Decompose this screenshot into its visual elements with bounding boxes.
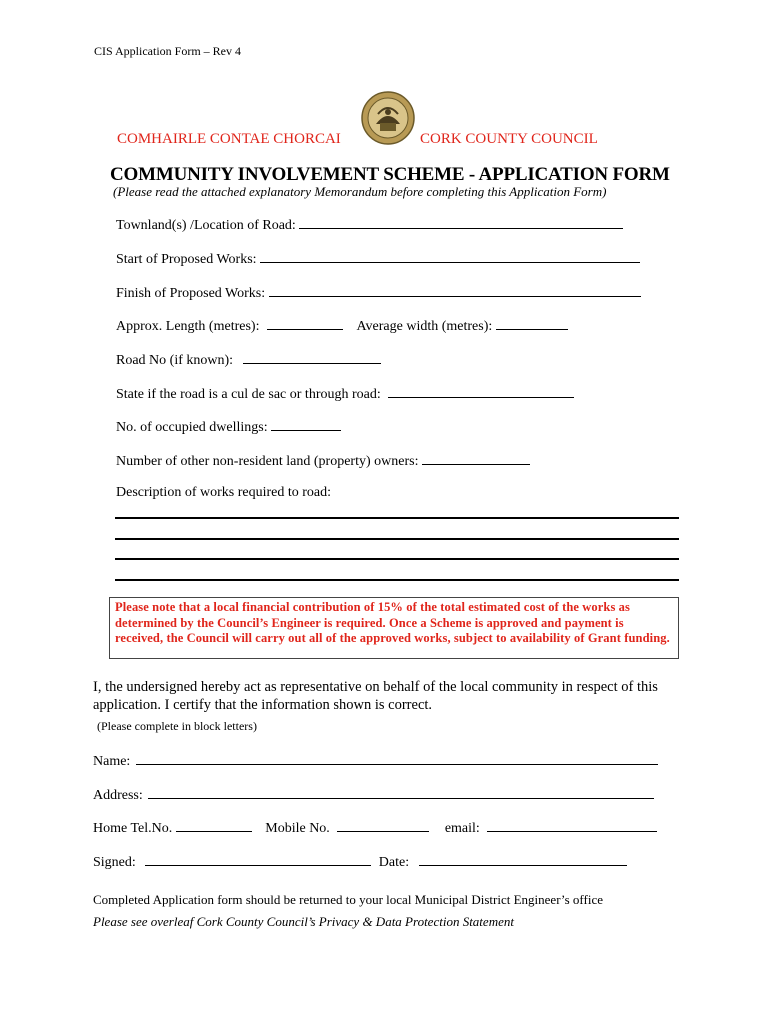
townland-field[interactable] (299, 216, 623, 229)
townland-label: Townland(s) /Location of Road: (116, 218, 296, 233)
mobile-label: Mobile No. (265, 821, 330, 836)
council-name-irish: COMHAIRLE CONTAE CHORCAI (117, 131, 341, 147)
description-label: Description of works required to road: (116, 485, 331, 500)
declaration-text: I, the undersigned hereby act as representative on behalf of the local community in respect of this application. I certify that the information shown is correct. (93, 679, 658, 713)
funding-notice: Please note that a local financial contribution of 15% of the total estimated cost of the works as determined by the Council’s Engineer is required. Once a Scheme is approved and payment is received, the Council will carry out all of the approved works, subject to availability of Grant funding. (109, 597, 679, 659)
home-tel-label: Home Tel.No. (93, 821, 173, 836)
contact-row (93, 819, 657, 837)
form-subtitle: (Please read the attached explanatory Memorandum before completing this Application Form) (113, 184, 607, 199)
dwellings-label: No. of occupied dwellings: (116, 420, 268, 435)
description-line-2[interactable] (115, 538, 679, 540)
block-letters-note: (Please complete in block letters) (97, 719, 257, 733)
address-field[interactable] (148, 786, 654, 799)
name-field[interactable] (136, 752, 658, 765)
email-label: email: (444, 821, 480, 836)
page-header-revision: CIS Application Form – Rev 4 (94, 44, 241, 58)
name-row (93, 752, 658, 770)
start-label: Start of Proposed Works: (116, 252, 257, 267)
start-row (116, 250, 640, 268)
email-field[interactable] (487, 819, 657, 832)
length-row (116, 317, 568, 335)
dwellings-field[interactable] (271, 418, 341, 431)
council-name-english: CORK COUNTY COUNCIL (420, 131, 598, 147)
form-title: COMMUNITY INVOLVEMENT SCHEME - APPLICATION FORM (110, 164, 670, 185)
signature-field[interactable] (145, 853, 371, 866)
finish-field[interactable] (269, 284, 641, 297)
length-field[interactable] (267, 317, 343, 330)
date-field[interactable] (419, 853, 627, 866)
signature-row (93, 853, 627, 871)
owners-label: Number of other non-resident land (property) owners: (116, 454, 419, 469)
townland-row (116, 216, 623, 234)
cul-de-sac-label: State if the road is a cul de sac or through road: (116, 387, 381, 402)
road-no-label: Road No (if known): (116, 353, 234, 368)
cul-de-sac-row (116, 385, 574, 403)
return-note: Completed Application form should be returned to your local Municipal District Engineer’s office (93, 892, 604, 907)
owners-field[interactable] (422, 452, 530, 465)
road-no-row (116, 351, 381, 369)
date-label: Date: (378, 855, 410, 870)
description-line-4[interactable] (115, 579, 679, 581)
description-line-3[interactable] (115, 558, 679, 560)
finish-row (116, 284, 641, 302)
width-field[interactable] (496, 317, 568, 330)
home-tel-field[interactable] (176, 819, 252, 832)
name-label: Name: (93, 754, 131, 769)
length-label: Approx. Length (metres): (116, 319, 260, 334)
privacy-note: Please see overleaf Cork County Council’s Privacy & Data Protection Statement (93, 914, 514, 929)
address-label: Address: (93, 788, 143, 803)
cork-county-council-crest-icon (360, 90, 416, 146)
description-line-1[interactable] (115, 517, 679, 519)
width-label: Average width (metres): (356, 319, 493, 334)
owners-row (116, 452, 530, 470)
cul-de-sac-field[interactable] (388, 385, 574, 398)
mobile-field[interactable] (337, 819, 429, 832)
dwellings-row (116, 418, 341, 436)
start-field[interactable] (260, 250, 640, 263)
finish-label: Finish of Proposed Works: (116, 286, 266, 301)
signed-label: Signed: (93, 855, 136, 870)
address-row (93, 786, 654, 804)
road-no-field[interactable] (243, 351, 381, 364)
